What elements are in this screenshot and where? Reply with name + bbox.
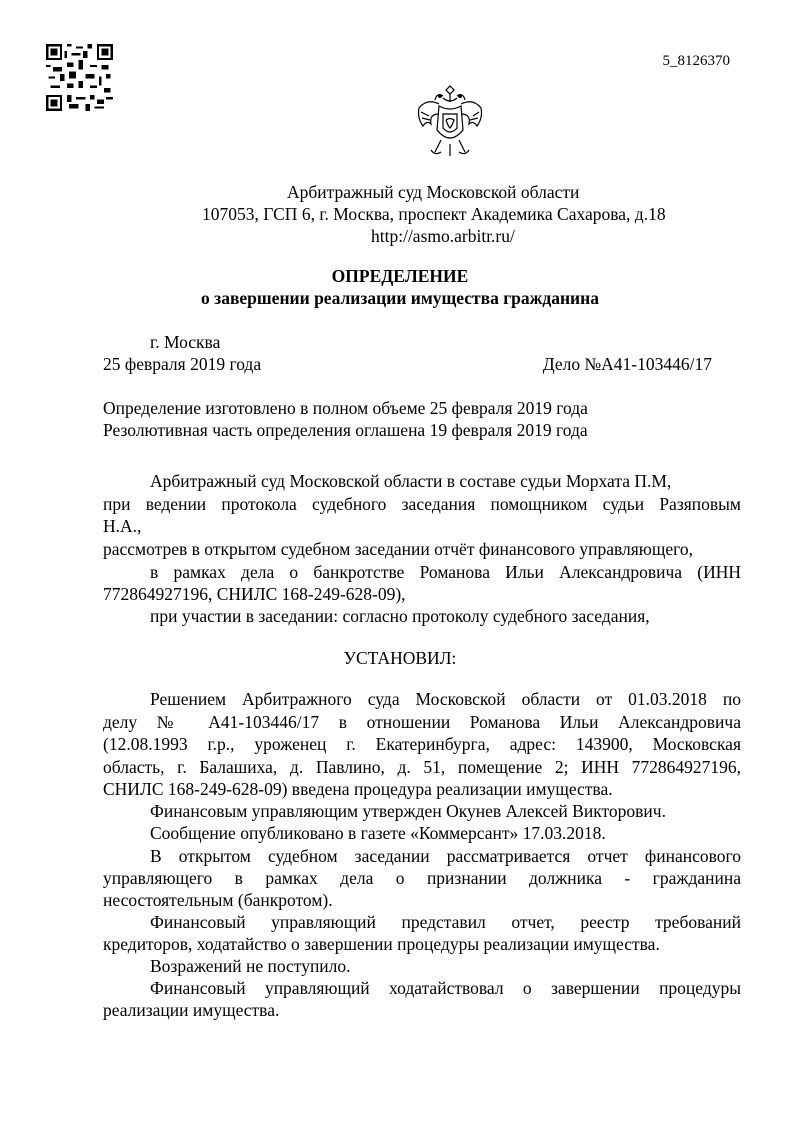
court-website[interactable]: http://asmo.arbitr.ru/ (371, 226, 515, 246)
intro-line-5: в рамках дела о банкротстве Романова Ильи Александровича (ИНН (150, 562, 741, 582)
body-p4-line-2: управляющего в рамках дела о признании должника - гражданина (103, 868, 741, 888)
body-p7-line-1: Финансовый управляющий ходатайствовал о завершении процедуры (150, 978, 741, 998)
full-text-date: Определение изготовлено в полном объеме 25 февраля 2019 года (103, 398, 588, 418)
body-p5-line-1: Финансовый управляющий представил отчет, реестр требований (150, 912, 741, 932)
document-subtitle: о завершении реализации имущества гражданина (201, 288, 599, 308)
body-p1-line-3: (12.08.1993 г.р., уроженец г. Екатеринбурга, адрес: 143900, Московская (103, 734, 741, 754)
qr-code (46, 44, 113, 111)
case-number: Дело №А41-103446/17 (542, 354, 712, 374)
document-id: 5_8126370 (662, 53, 730, 69)
intro-line-1: Арбитражный суд Московской области в составе судьи Морхата П.М, (150, 471, 672, 491)
body-p7-line-2: реализации имущества. (103, 1000, 280, 1020)
body-p4-line-1: В открытом судебном заседании рассматривается отчет финансового (150, 846, 741, 866)
intro-line-2: при ведении протокола судебного заседания помощником судьи Разяповым (103, 494, 741, 514)
intro-line-6: 772864927196, СНИЛС 168-249-628-09), (103, 584, 406, 604)
body-p1-line-5: СНИЛС 168-249-628-09) введена процедура реализации имущества. (103, 779, 613, 799)
intro-line-7: при участии в заседании: согласно протоколу судебного заседания, (150, 606, 650, 626)
court-address: 107053, ГСП 6, г. Москва, проспект Академика Сахарова, д.18 (202, 204, 666, 224)
body-p1-line-1: Решением Арбитражного суда Московской области от 01.03.2018 по (150, 689, 741, 709)
operative-date: Резолютивная часть определения оглашена 19 февраля 2019 года (103, 420, 588, 440)
city: г. Москва (150, 332, 221, 352)
decision-date: 25 февраля 2019 года (103, 354, 262, 374)
established-heading: УСТАНОВИЛ: (343, 648, 457, 668)
body-p2: Финансовым управляющим утвержден Окунев Алексей Викторович. (150, 801, 666, 821)
intro-line-4: рассмотрев в открытом судебном заседании отчёт финансового управляющего, (103, 539, 693, 559)
document-title: ОПРЕДЕЛЕНИЕ (331, 266, 469, 286)
body-p5-line-2: кредиторов, ходатайство о завершении процедуры реализации имущества. (103, 934, 660, 954)
intro-line-3: Н.А., (103, 516, 142, 536)
body-p3: Сообщение опубликовано в газете «Коммерсант» 17.03.2018. (150, 823, 606, 843)
court-name: Арбитражный суд Московской области (287, 182, 580, 202)
body-p6: Возражений не поступило. (150, 956, 351, 976)
coat-of-arms-emblem (413, 84, 487, 162)
body-p1-line-2: делу № А41-103446/17 в отношении Романова Ильи Александровича (103, 712, 741, 732)
body-p1-line-4: область, г. Балашиха, д. Павлино, д. 51, помещение 2; ИНН 772864927196, (103, 757, 741, 777)
body-p4-line-3: несостоятельным (банкротом). (103, 890, 333, 910)
